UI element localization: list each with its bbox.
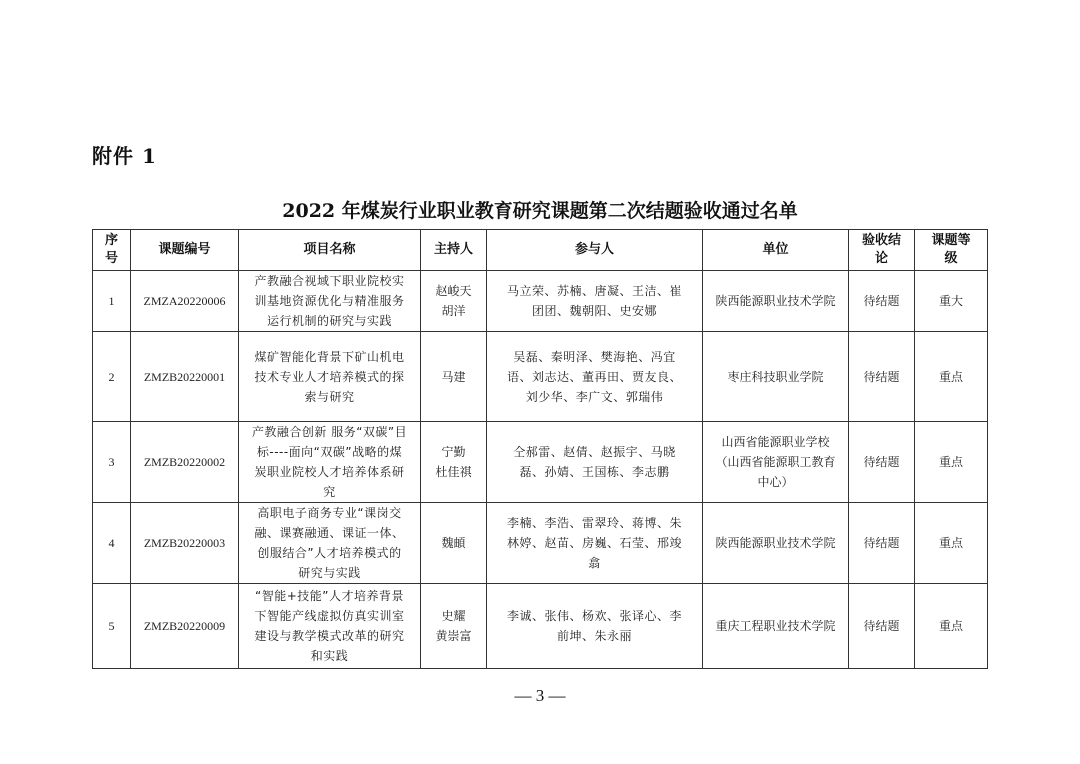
row-code: ZMZB20220001 xyxy=(131,332,239,422)
row-conclusion: 待结题 xyxy=(849,584,915,669)
row-unit: 山西省能源职业学校 （山西省能源职工教育 中心） xyxy=(703,422,849,503)
row-code: ZMZB20220003 xyxy=(131,503,239,584)
row-members: 仝郝雷、赵倩、赵振宇、马晓 磊、孙婧、王国栋、李志鹏 xyxy=(487,422,703,503)
row-conclusion: 待结题 xyxy=(849,422,915,503)
header-conclusion: 验收结 论 xyxy=(849,230,915,271)
row-unit: 重庆工程职业技术学院 xyxy=(703,584,849,669)
row-members: 李诚、张伟、杨欢、张译心、李 前坤、朱永丽 xyxy=(487,584,703,669)
row-code: ZMZB20220009 xyxy=(131,584,239,669)
row-name: “智能+技能”人才培养背景 下智能产线虚拟仿真实训室 建设与教学模式改革的研究 和实践 xyxy=(239,584,421,669)
row-level: 重点 xyxy=(915,422,988,503)
page-number: — 3 — xyxy=(514,686,566,705)
row-level: 重大 xyxy=(915,271,988,332)
row-host: 史耀 黄崇富 xyxy=(421,584,487,669)
row-members: 李楠、李浩、雷翠玲、蒋博、朱 林婷、赵苗、房巍、石莹、邢竣 翕 xyxy=(487,503,703,584)
attachment-label: 附件 1 xyxy=(92,144,157,168)
header-index: 序 号 xyxy=(93,230,131,271)
table-row xyxy=(93,332,988,422)
table-row xyxy=(93,503,988,584)
row-level: 重点 xyxy=(915,584,988,669)
row-members: 吴磊、秦明泽、樊海艳、冯宜 语、刘志达、董再田、贾友良、 刘少华、李广文、郭瑞伟 xyxy=(487,332,703,422)
table-row xyxy=(93,271,988,332)
row-name: 产教融合创新 服务“双碳”目 标----面向“双碳”战略的煤 炭职业院校人才培养体系研 究 xyxy=(239,422,421,503)
row-unit: 陕西能源职业技术学院 xyxy=(703,271,849,332)
table-row xyxy=(93,584,988,669)
row-index: 1 xyxy=(93,271,131,332)
row-members: 马立荣、苏楠、唐凝、王洁、崔 团团、魏朝阳、史安娜 xyxy=(487,271,703,332)
row-code: ZMZA20220006 xyxy=(131,271,239,332)
row-host: 赵峻天 胡洋 xyxy=(421,271,487,332)
header-code: 课题编号 xyxy=(131,230,239,271)
row-host: 马建 xyxy=(421,332,487,422)
row-unit: 枣庄科技职业学院 xyxy=(703,332,849,422)
row-name: 产教融合视域下职业院校实 训基地资源优化与精准服务 运行机制的研究与实践 xyxy=(239,271,421,332)
header-host: 主持人 xyxy=(421,230,487,271)
header-members: 参与人 xyxy=(487,230,703,271)
row-index: 3 xyxy=(93,422,131,503)
row-host: 宁勤 杜佳祺 xyxy=(421,422,487,503)
row-code: ZMZB20220002 xyxy=(131,422,239,503)
results-table xyxy=(92,229,988,669)
row-conclusion: 待结题 xyxy=(849,503,915,584)
row-index: 4 xyxy=(93,503,131,584)
row-index: 5 xyxy=(93,584,131,669)
header-level: 课题等 级 xyxy=(915,230,988,271)
row-conclusion: 待结题 xyxy=(849,332,915,422)
header-name: 项目名称 xyxy=(239,230,421,271)
row-name: 高职电子商务专业“课岗交 融、课赛融通、课证一体、 创服结合”人才培养模式的 研究与实践 xyxy=(239,503,421,584)
row-host: 魏頔 xyxy=(421,503,487,584)
header-unit: 单位 xyxy=(703,230,849,271)
row-index: 2 xyxy=(93,332,131,422)
table-row xyxy=(93,422,988,503)
row-conclusion: 待结题 xyxy=(849,271,915,332)
row-level: 重点 xyxy=(915,503,988,584)
document-title: 2022 年煤炭行业职业教育研究课题第二次结题验收通过名单 xyxy=(282,200,798,222)
row-unit: 陕西能源职业技术学院 xyxy=(703,503,849,584)
row-level: 重点 xyxy=(915,332,988,422)
row-name: 煤矿智能化背景下矿山机电 技术专业人才培养模式的探 索与研究 xyxy=(239,332,421,422)
table-header-row xyxy=(93,230,988,271)
